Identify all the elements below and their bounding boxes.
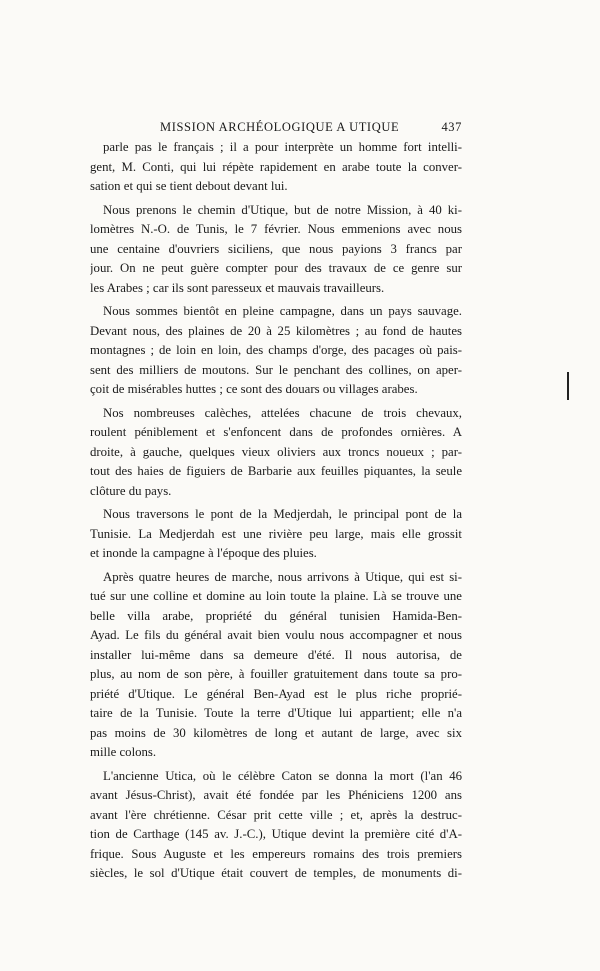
text-line: Nos nombreuses calèches, attelées chacune de trois chevaux, bbox=[103, 405, 462, 420]
text-line: pas moins de 30 kilomètres de long et autant de large, avec six bbox=[90, 725, 462, 740]
paragraph bbox=[90, 505, 462, 564]
paragraph bbox=[90, 767, 462, 884]
text-line: L'ancienne Utica, où le célèbre Caton se donna la mort (l'an 46 bbox=[103, 768, 462, 783]
running-header bbox=[90, 120, 462, 136]
text-line: Ayad. Le fils du général avait bien voulu nous accompagner et nous bbox=[90, 628, 462, 642]
page-number: 437 bbox=[441, 120, 462, 134]
text-line: çoit de misérables huttes ; ce sont des douars ou villages arabes. bbox=[90, 382, 418, 396]
text-line: mille colons. bbox=[90, 745, 157, 759]
text-line: parle pas le français ; il a pour interprète un homme fort intelli- bbox=[103, 140, 462, 154]
text-line: lomètres N.-O. de Tunis, le 7 février. Nous emmenions avec nous bbox=[90, 222, 462, 236]
text-line: frique. Sous Auguste et les empereurs romains des trois premiers bbox=[90, 846, 462, 861]
body-text bbox=[90, 138, 462, 884]
paragraph bbox=[90, 404, 462, 502]
paragraph bbox=[90, 138, 462, 197]
text-line: tué sur une colline et domine au loin toute la plaine. Là se trouve une bbox=[90, 589, 462, 603]
text-line: une centaine d'ouvriers siciliens, que nous payions 3 francs par bbox=[90, 241, 462, 256]
paragraph bbox=[90, 302, 462, 400]
text-line: Après quatre heures de marche, nous arrivons à Utique, qui est si- bbox=[103, 569, 462, 584]
text-line: taire de la Tunisie. Toute la terre d'Utique lui appartient; elle n'a bbox=[90, 706, 462, 720]
paragraph bbox=[90, 201, 462, 299]
text-line: et inonde la campagne à l'époque des pluies. bbox=[90, 546, 317, 560]
text-line: sent des milliers de moutons. Sur le penchant des collines, on aper- bbox=[90, 362, 462, 377]
text-line: Tunisie. La Medjerdah est une rivière peu large, mais elle grossit bbox=[90, 526, 462, 541]
text-line: roulent péniblement et s'enfoncent dans de profondes ornières. A bbox=[90, 425, 462, 439]
text-line: tion de Carthage (145 av. J.-C.), Utique devint la première cité d'A- bbox=[90, 827, 462, 841]
text-line: gent, M. Conti, qui lui répète rapidement en arabe toute la conver- bbox=[90, 159, 462, 174]
text-line: droite, à gauche, quelques vieux oliviers aux troncs noueux ; par- bbox=[90, 444, 462, 459]
text-line: plus, au nom de son père, à fouiller gratuitement dans toute sa pro- bbox=[90, 667, 462, 681]
text-line: tout des haies de figuiers de Barbarie aux feuilles piquantes, la seule bbox=[90, 464, 462, 478]
text-line: Nous sommes bientôt en pleine campagne, dans un pays sauvage. bbox=[103, 304, 462, 318]
text-line: installer lui-même dans sa demeure d'été. Il nous autorisa, de bbox=[90, 647, 462, 662]
text-line: siècles, le sol d'Utique était couvert de temples, de monuments di- bbox=[90, 866, 462, 880]
text-line: avant l'ère chrétienne. César prit cette ville ; et, après la destruc- bbox=[90, 807, 462, 822]
text-line: les Arabes ; car ils sont paresseux et mauvais travailleurs. bbox=[90, 280, 385, 295]
text-line: sation et qui se tient debout devant lui. bbox=[90, 179, 288, 193]
text-line: belle villa arabe, propriété du général tunisien Hamida-Ben- bbox=[90, 608, 462, 623]
text-line: Devant nous, des plaines de 20 à 25 kilomètres ; au fond de hautes bbox=[90, 323, 462, 338]
text-line: avant Jésus-Christ), avait été fondée par les Phéniciens 1200 ans bbox=[90, 788, 462, 802]
running-title: MISSION ARCHÉOLOGIQUE A UTIQUE bbox=[160, 120, 400, 134]
text-line: jour. On ne peut guère compter pour des travaux de ce genre sur bbox=[90, 261, 462, 275]
text-line: montagnes ; de loin en loin, des champs d'orge, des pacages où pais- bbox=[90, 343, 462, 357]
text-line: priété d'Utique. Le général Ben-Ayad est le plus riche proprié- bbox=[90, 686, 462, 701]
text-line: Nous prenons le chemin d'Utique, but de notre Mission, à 40 ki- bbox=[103, 202, 462, 217]
text-line: Nous traversons le pont de la Medjerdah, le principal pont de la bbox=[103, 507, 462, 521]
paragraph bbox=[90, 568, 462, 763]
text-line: clôture du pays. bbox=[90, 483, 172, 498]
margin-mark bbox=[567, 372, 569, 400]
